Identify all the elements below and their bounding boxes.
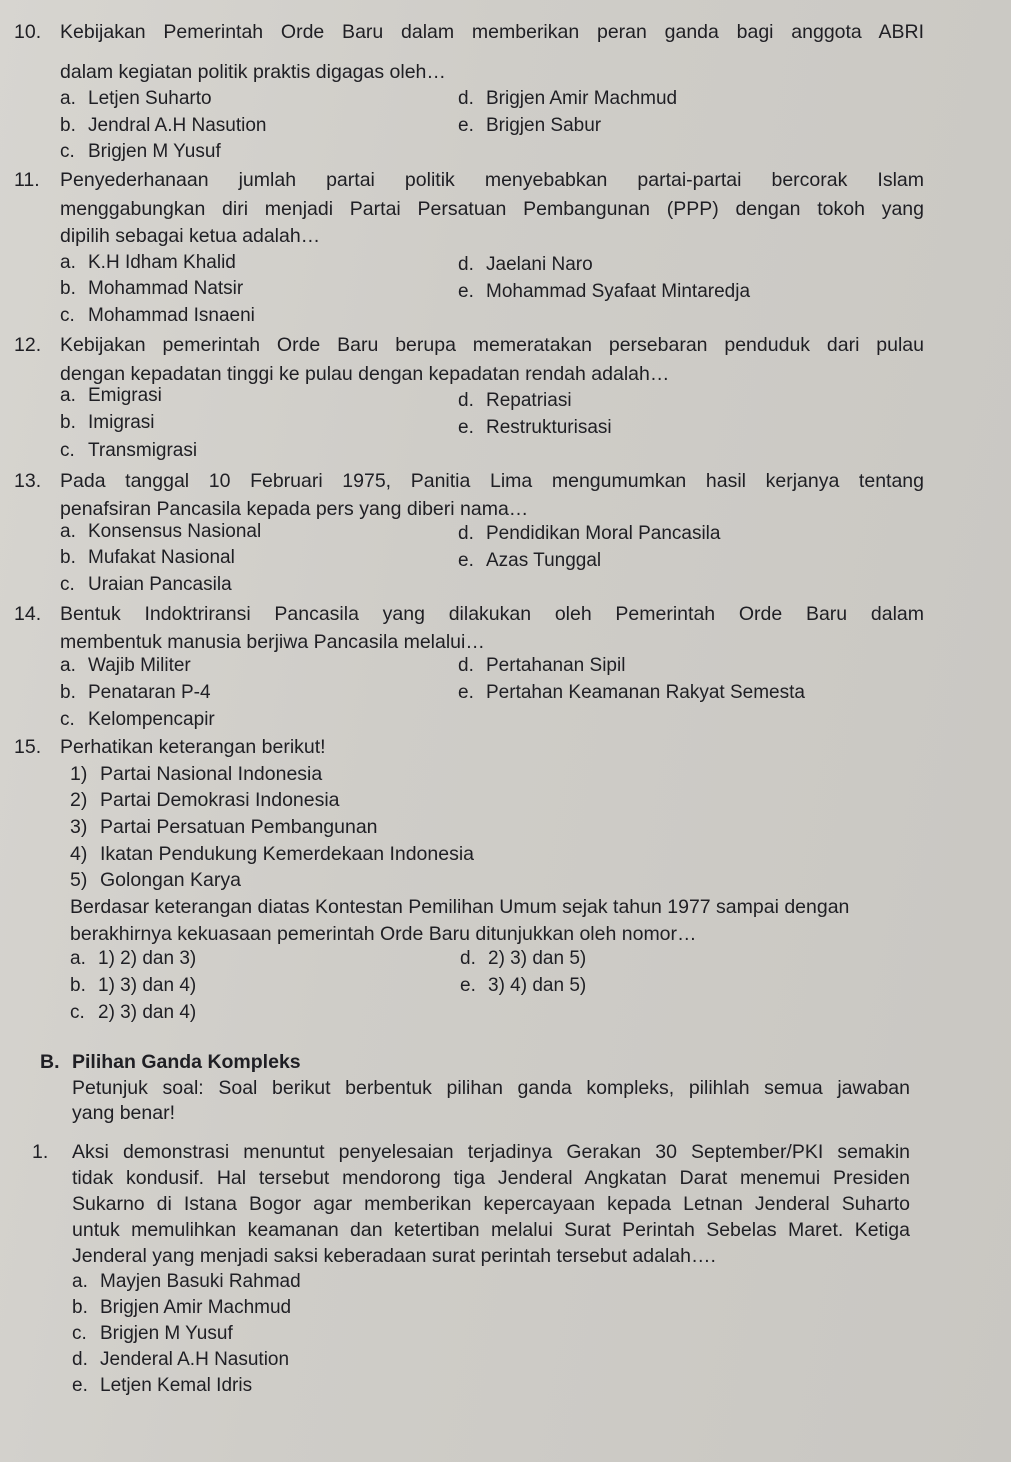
section-b-instruction-line-2: yang benar!: [72, 1102, 175, 1124]
list-item: 1) Partai Nasional Indonesia: [70, 763, 323, 785]
option-c[interactable]: c. Brigjen M Yusuf: [72, 1323, 233, 1344]
question-number: 12.: [14, 334, 42, 356]
option-e[interactable]: e. Restrukturisasi: [458, 417, 612, 438]
list-item: 3) Partai Persatuan Pembangunan: [70, 816, 378, 838]
question-12-line-1: 12. Kebijakan pemerintah Orde Baru berupa memeratakan persebaran penduduk dari pulau: [14, 334, 924, 356]
question-number: 10.: [14, 21, 42, 43]
section-b-question-1-line-1: 1. Aksi demonstrasi menuntut penyelesaian terjadinya Gerakan 30 September/PKI semakin: [32, 1141, 910, 1163]
section-b-question-1-line-4: untuk memulihkan keamanan dan ketertiban melalui Surat Perintah Sebelas Maret. Ketiga: [72, 1219, 910, 1241]
question-15-stem-line-2: berakhirnya kekuasaan pemerintah Orde Baru ditunjukkan oleh nomor…: [70, 923, 697, 945]
option-a[interactable]: a. Konsensus Nasional: [60, 521, 262, 542]
list-item: 4) Ikatan Pendukung Kemerdekaan Indonesia: [70, 843, 475, 865]
option-d[interactable]: d. Jaelani Naro: [458, 254, 593, 275]
question-12-line-2: dengan kepadatan tinggi ke pulau dengan kepadatan rendah adalah…: [60, 363, 670, 385]
option-c[interactable]: c. 2) 3) dan 4): [70, 1002, 197, 1023]
option-e[interactable]: e. Pertahan Keamanan Rakyat Semesta: [458, 682, 805, 703]
question-10-line-2: dalam kegiatan politik praktis digagas oleh…: [60, 61, 446, 83]
option-a[interactable]: a. Mayjen Basuki Rahmad: [72, 1271, 301, 1292]
option-c[interactable]: c. Transmigrasi: [60, 440, 198, 461]
option-c[interactable]: c. Uraian Pancasila: [60, 574, 232, 595]
option-c[interactable]: c. Brigjen M Yusuf: [60, 141, 221, 162]
option-a[interactable]: a. K.H Idham Khalid: [60, 252, 236, 273]
question-number: 11.: [14, 169, 40, 191]
option-b[interactable]: b. Mufakat Nasional: [60, 547, 235, 568]
option-a[interactable]: a. 1) 2) dan 3): [70, 948, 197, 969]
option-d[interactable]: d. Brigjen Amir Machmud: [458, 88, 678, 109]
question-15-stem-line-1: Berdasar keterangan diatas Kontestan Pemilihan Umum sejak tahun 1977 sampai dengan: [70, 896, 850, 918]
question-10-line-1: 10. Kebijakan Pemerintah Orde Baru dalam memberikan peran ganda bagi anggota ABRI: [14, 21, 924, 43]
option-c[interactable]: c. Mohammad Isnaeni: [60, 305, 255, 326]
question-14-line-1: 14. Bentuk Indoktriransi Pancasila yang dilakukan oleh Pemerintah Orde Baru dalam: [14, 603, 924, 625]
option-b[interactable]: b. Penataran P-4: [60, 682, 211, 703]
option-b[interactable]: b. Brigjen Amir Machmud: [72, 1297, 292, 1318]
section-b-question-1-line-3: Sukarno di Istana Bogor agar memberikan kepercayaan kepada Letnan Jenderal Suharto: [72, 1193, 910, 1215]
question-number: 1.: [32, 1141, 49, 1163]
option-a[interactable]: a. Letjen Suharto: [60, 88, 212, 109]
question-14-line-2: membentuk manusia berjiwa Pancasila melalui…: [60, 631, 485, 653]
option-e[interactable]: e. Azas Tunggal: [458, 550, 602, 571]
question-number: 15.: [14, 736, 42, 758]
question-13-line-1: 13. Pada tanggal 10 Februari 1975, Panitia Lima mengumumkan hasil kerjanya tentang: [14, 470, 924, 492]
option-a[interactable]: a. Wajib Militer: [60, 655, 191, 676]
option-d[interactable]: d. 2) 3) dan 5): [460, 948, 587, 969]
question-number: 13.: [14, 470, 42, 492]
option-a[interactable]: a. Emigrasi: [60, 385, 162, 406]
option-d[interactable]: d. Pendidikan Moral Pancasila: [458, 523, 721, 544]
section-b-instruction-line-1: Petunjuk soal: Soal berikut berbentuk pilihan ganda kompleks, pilihlah semua jawaban: [72, 1077, 910, 1099]
option-b[interactable]: b. Mohammad Natsir: [60, 278, 244, 299]
option-b[interactable]: b. Jendral A.H Nasution: [60, 115, 267, 136]
option-d[interactable]: d. Repatriasi: [458, 390, 572, 411]
option-e[interactable]: e. Mohammad Syafaat Mintaredja: [458, 281, 751, 302]
section-b-question-1-line-2: tidak kondusif. Hal tersebut mendorong tiga Jenderal Angkatan Darat menemui Presiden: [72, 1167, 910, 1189]
option-e[interactable]: e. Letjen Kemal Idris: [72, 1375, 253, 1396]
option-b[interactable]: b. 1) 3) dan 4): [70, 975, 197, 996]
question-11-line-1: 11. Penyederhanaan jumlah partai politik menyebabkan partai-partai bercorak Islam: [14, 169, 924, 191]
section-b-heading: B. Pilihan Ganda Kompleks: [40, 1051, 301, 1073]
option-c[interactable]: c. Kelompencapir: [60, 709, 215, 730]
question-11-line-2: menggabungkan diri menjadi Partai Persatuan Pembangunan (PPP) dengan tokoh yang: [60, 198, 924, 220]
list-item: 5) Golongan Karya: [70, 869, 241, 891]
option-b[interactable]: b. Imigrasi: [60, 412, 155, 433]
list-item: 2) Partai Demokrasi Indonesia: [70, 789, 340, 811]
question-11-line-3: dipilih sebagai ketua adalah…: [60, 225, 321, 247]
question-number: 14.: [14, 603, 42, 625]
option-d[interactable]: d. Jenderal A.H Nasution: [72, 1349, 290, 1370]
option-e[interactable]: e. 3) 4) dan 5): [460, 975, 587, 996]
section-b-question-1-line-5: Jenderal yang menjadi saksi keberadaan surat perintah tersebut adalah….: [72, 1245, 716, 1267]
option-d[interactable]: d. Pertahanan Sipil: [458, 655, 626, 676]
question-13-line-2: penafsiran Pancasila kepada pers yang diberi nama…: [60, 498, 529, 520]
question-15-line-1: 15. Perhatikan keterangan berikut!: [14, 736, 326, 758]
option-e[interactable]: e. Brigjen Sabur: [458, 115, 602, 136]
